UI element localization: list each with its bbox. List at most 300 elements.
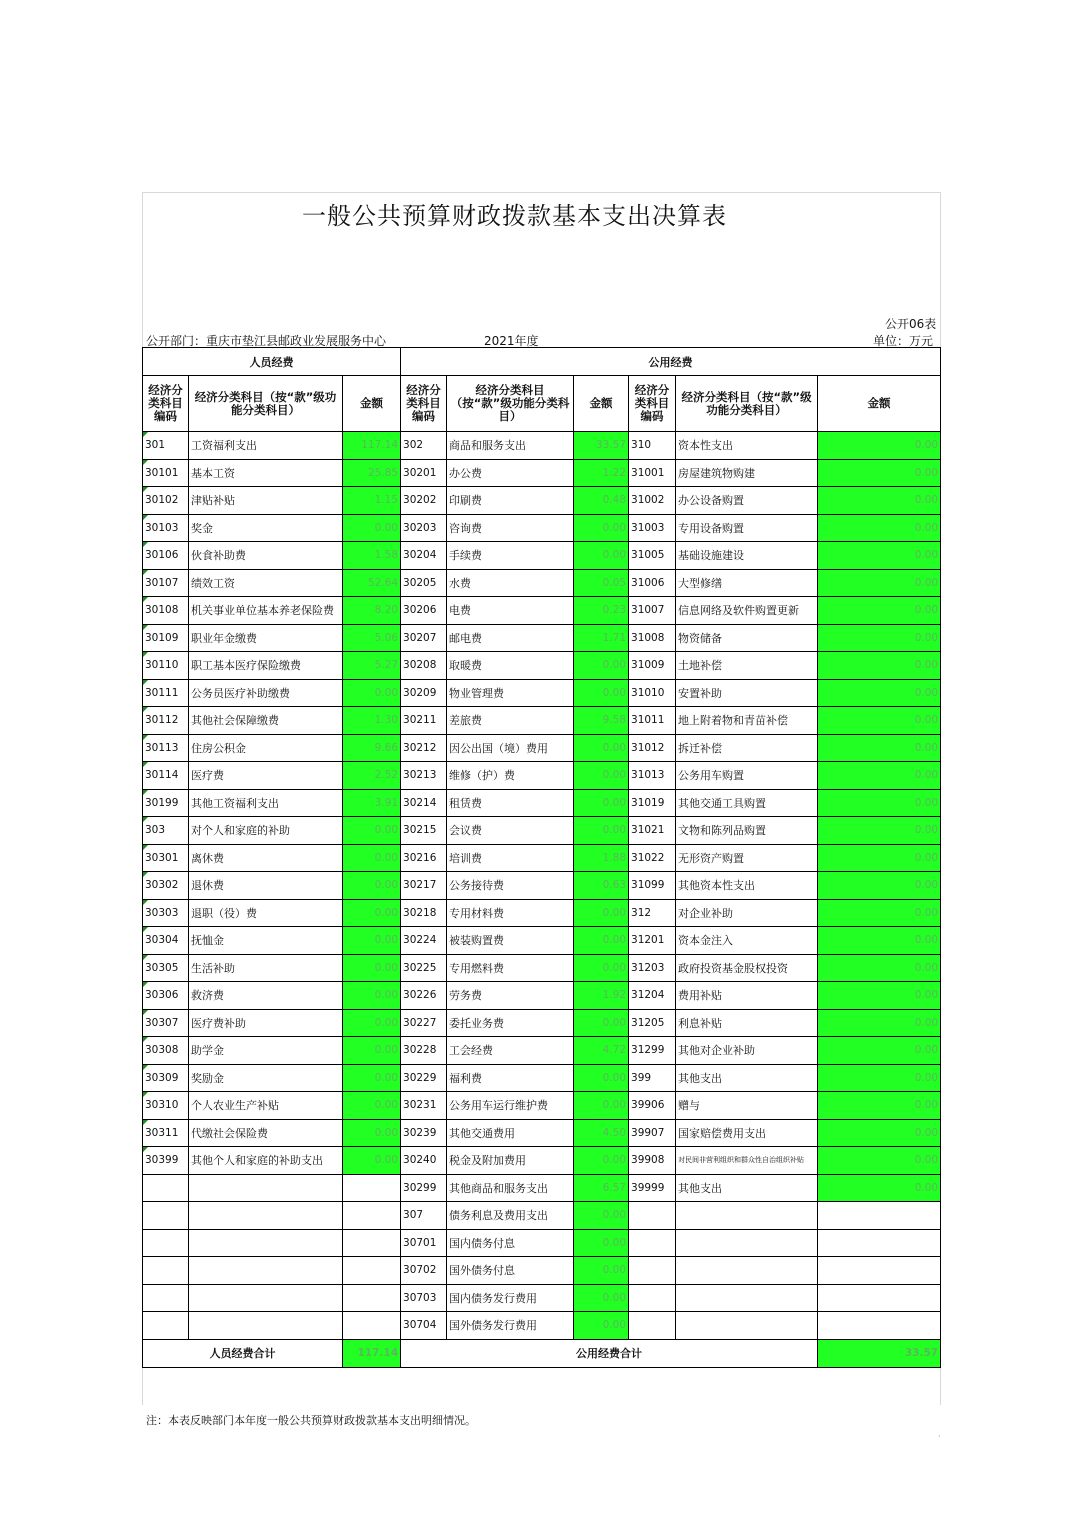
item-name-cell [676,1257,818,1285]
item-name-cell: 公务员医疗补助缴费 [189,679,343,707]
code-cell: 30112 [143,707,189,735]
amount-cell: 0.00 [574,927,629,955]
amount-cell [343,1257,401,1285]
amount-cell: 0.48 [574,487,629,515]
table-row [143,624,941,652]
code-cell: 30114 [143,762,189,790]
code-cell: 31021 [629,817,676,845]
item-name-cell: 其他社会保障缴费 [189,707,343,735]
item-name-cell: 其他个人和家庭的补助支出 [189,1147,343,1175]
code-cell: 30199 [143,789,189,817]
code-cell: 30111 [143,679,189,707]
item-name-cell [676,1284,818,1312]
amount-cell: 0.00 [574,1009,629,1037]
item-name-cell: 其他资本性支出 [676,872,818,900]
page-mark: · [938,1432,941,1441]
table-row [143,1284,941,1312]
amount-cell: 0.23 [574,597,629,625]
item-name-cell: 物业管理费 [447,679,574,707]
item-name-cell: 咨询费 [447,514,574,542]
item-name-cell [189,1229,343,1257]
code-cell [143,1174,189,1202]
amount-cell: 1.30 [343,707,401,735]
public-total-label: 公用经费合计 [401,1339,818,1367]
code-cell: 310 [629,432,676,460]
amount-cell: 0.00 [818,982,941,1010]
amount-cell: 6.57 [574,1174,629,1202]
amount-cell: 0.00 [343,899,401,927]
item-name-cell: 对个人和家庭的补助 [189,817,343,845]
amount-cell: 0.00 [818,1009,941,1037]
item-name-cell: 劳务费 [447,982,574,1010]
item-name-cell: 拆迁补偿 [676,734,818,762]
table-row [143,1037,941,1065]
code-cell: 30204 [401,542,447,570]
code-cell: 31205 [629,1009,676,1037]
code-cell: 30701 [401,1229,447,1257]
item-name-cell: 其他交通工具购置 [676,789,818,817]
code-cell: 30231 [401,1092,447,1120]
item-name-cell: 其他支出 [676,1174,818,1202]
code-cell [629,1257,676,1285]
table-row [143,459,941,487]
item-name-cell: 医疗费 [189,762,343,790]
code-cell: 30228 [401,1037,447,1065]
table-row [143,707,941,735]
table-row [143,652,941,680]
item-name-cell: 职工基本医疗保险缴费 [189,652,343,680]
item-name-cell: 邮电费 [447,624,574,652]
amount-cell: 0.00 [574,1202,629,1230]
item-name-cell: 办公费 [447,459,574,487]
code-cell: 30225 [401,954,447,982]
amount-cell: 0.00 [818,514,941,542]
item-name-cell [676,1229,818,1257]
code-cell: 30229 [401,1064,447,1092]
table-row [143,762,941,790]
item-name-cell: 个人农业生产补贴 [189,1092,343,1120]
amount-cell: 0.00 [818,1092,941,1120]
code-cell: 31022 [629,844,676,872]
amount-cell [818,1229,941,1257]
table-row [143,1257,941,1285]
footnote: 注：本表反映部门本年度一般公共预算财政拨款基本支出明细情况。 [146,1414,476,1427]
amount-cell: 0.00 [818,762,941,790]
item-name-cell: 房屋建筑物购建 [676,459,818,487]
item-name-cell: 工资福利支出 [189,432,343,460]
item-name-cell: 专用设备购置 [676,514,818,542]
code-cell: 31001 [629,459,676,487]
code-cell: 302 [401,432,447,460]
header-code: 经济分类科目编码 [143,376,189,432]
code-cell: 30218 [401,899,447,927]
amount-cell: 0.00 [818,459,941,487]
item-name-cell: 住房公积金 [189,734,343,762]
code-cell: 303 [143,817,189,845]
amount-cell [343,1174,401,1202]
amount-cell: 0.00 [343,1147,401,1175]
amount-cell: 0.00 [818,872,941,900]
amount-cell [343,1229,401,1257]
amount-cell: 0.00 [343,1037,401,1065]
code-cell: 30107 [143,569,189,597]
table-row [143,1202,941,1230]
item-name-cell: 退休费 [189,872,343,900]
item-name-cell: 对企业补助 [676,899,818,927]
code-cell: 30399 [143,1147,189,1175]
table-row [143,982,941,1010]
amount-cell [343,1312,401,1340]
item-name-cell: 资本金注入 [676,927,818,955]
code-cell: 30214 [401,789,447,817]
amount-cell: 0.00 [574,1257,629,1285]
item-name-cell: 工会经费 [447,1037,574,1065]
header-name: 经济分类科目（按“款”级功能分类科目） [676,376,818,432]
item-name-cell [189,1312,343,1340]
item-name-cell: 商品和服务支出 [447,432,574,460]
code-cell: 30304 [143,927,189,955]
amount-cell: 0.00 [574,1147,629,1175]
code-cell: 30202 [401,487,447,515]
amount-cell: 5.06 [343,624,401,652]
table-row [143,487,941,515]
table-row [143,542,941,570]
item-name-cell: 救济费 [189,982,343,1010]
year-label: 2021年度 [484,334,539,348]
item-name-cell: 文物和陈列品购置 [676,817,818,845]
item-name-cell: 其他支出 [676,1064,818,1092]
amount-cell: 25.85 [343,459,401,487]
code-cell: 30209 [401,679,447,707]
amount-cell: 1.88 [574,844,629,872]
code-cell: 312 [629,899,676,927]
item-name-cell: 会议费 [447,817,574,845]
amount-cell [818,1202,941,1230]
table-row [143,1312,941,1340]
item-name-cell: 基础设施建设 [676,542,818,570]
amount-cell: 0.00 [574,1229,629,1257]
expenditure-table [142,347,941,1368]
amount-cell: 0.00 [818,1147,941,1175]
item-name-cell: 税金及附加费用 [447,1147,574,1175]
table-row [143,1009,941,1037]
personnel-total-value: 117.14 [343,1339,401,1367]
code-cell: 31201 [629,927,676,955]
amount-cell: 0.00 [343,514,401,542]
item-name-cell: 国家赔偿费用支出 [676,1119,818,1147]
group-header-row [143,348,941,376]
table-row [143,679,941,707]
amount-cell: 0.00 [818,789,941,817]
amount-cell: 0.00 [574,679,629,707]
amount-cell: 0.00 [343,679,401,707]
code-cell: 31010 [629,679,676,707]
code-cell: 30702 [401,1257,447,1285]
code-cell: 30239 [401,1119,447,1147]
code-cell: 31203 [629,954,676,982]
item-name-cell: 代缴社会保险费 [189,1119,343,1147]
amount-cell: 0.00 [574,1064,629,1092]
item-name-cell: 利息补贴 [676,1009,818,1037]
amount-cell: 1.22 [574,459,629,487]
header-code: 经济分类科目编码 [401,376,447,432]
code-cell: 30303 [143,899,189,927]
amount-cell: 0.00 [818,954,941,982]
code-cell: 31204 [629,982,676,1010]
item-name-cell: 其他交通费用 [447,1119,574,1147]
code-cell: 30212 [401,734,447,762]
item-name-cell [676,1312,818,1340]
item-name-cell: 手续费 [447,542,574,570]
code-cell: 30305 [143,954,189,982]
code-cell [629,1229,676,1257]
amount-cell: 8.20 [343,597,401,625]
code-cell: 399 [629,1064,676,1092]
table-number: 公开06表 [885,317,937,331]
amount-cell: 33.57 [574,432,629,460]
code-cell: 30108 [143,597,189,625]
item-name-cell: 奖金 [189,514,343,542]
code-cell: 31008 [629,624,676,652]
item-name-cell: 国内债务付息 [447,1229,574,1257]
item-name-cell [189,1174,343,1202]
code-cell [629,1312,676,1340]
code-cell: 31012 [629,734,676,762]
code-cell: 30309 [143,1064,189,1092]
code-cell: 31299 [629,1037,676,1065]
header-name: 经济分类科目（按“款”级功能分类科目） [189,376,343,432]
item-name-cell [189,1257,343,1285]
item-name-cell: 福利费 [447,1064,574,1092]
item-name-cell: 津贴补贴 [189,487,343,515]
code-cell: 30302 [143,872,189,900]
code-cell: 30211 [401,707,447,735]
table-row [143,844,941,872]
table-row [143,899,941,927]
code-cell: 31013 [629,762,676,790]
amount-cell: 0.05 [574,569,629,597]
code-cell: 30240 [401,1147,447,1175]
item-name-cell: 委托业务费 [447,1009,574,1037]
item-name-cell: 机关事业单位基本养老保险费 [189,597,343,625]
code-cell: 301 [143,432,189,460]
code-cell: 30213 [401,762,447,790]
code-cell [143,1202,189,1230]
item-name-cell: 被装购置费 [447,927,574,955]
personnel-total-label: 人员经费合计 [143,1339,343,1367]
code-cell [143,1312,189,1340]
amount-cell: 0.00 [343,1064,401,1092]
amount-cell: 1.92 [574,982,629,1010]
item-name-cell [676,1202,818,1230]
amount-cell: 0.00 [818,624,941,652]
item-name-cell: 对民间非营利组织和群众性自治组织补贴 [676,1147,818,1175]
amount-cell: 0.00 [818,927,941,955]
amount-cell: 0.00 [574,899,629,927]
amount-cell: 1.58 [343,542,401,570]
amount-cell: 0.00 [343,844,401,872]
code-cell: 30307 [143,1009,189,1037]
header-code: 经济分类科目编码 [629,376,676,432]
item-name-cell: 专用燃料费 [447,954,574,982]
code-cell: 31019 [629,789,676,817]
code-cell: 30205 [401,569,447,597]
table-row [143,569,941,597]
amount-cell: 0.00 [818,569,941,597]
amount-cell: 0.00 [574,1284,629,1312]
code-cell: 30703 [401,1284,447,1312]
amount-cell: 0.00 [818,432,941,460]
amount-cell: 0.00 [574,542,629,570]
amount-cell: 0.00 [574,734,629,762]
code-cell: 30109 [143,624,189,652]
amount-cell: 0.00 [574,514,629,542]
code-cell: 30101 [143,459,189,487]
code-cell: 30102 [143,487,189,515]
amount-cell: 0.00 [818,817,941,845]
amount-cell: 1.71 [574,624,629,652]
item-name-cell: 维修（护）费 [447,762,574,790]
amount-cell: 4.50 [574,1119,629,1147]
amount-cell: 0.00 [343,927,401,955]
amount-cell: 5.27 [343,652,401,680]
item-name-cell: 培训费 [447,844,574,872]
item-name-cell: 地上附着物和青苗补偿 [676,707,818,735]
code-cell: 30217 [401,872,447,900]
item-name-cell: 退职（役）费 [189,899,343,927]
item-name-cell: 离休费 [189,844,343,872]
amount-cell: 0.00 [818,597,941,625]
code-cell: 30308 [143,1037,189,1065]
table-row [143,1064,941,1092]
title-text: 一般公共预算财政拨款基本支出决算表 [302,202,727,230]
amount-cell: 3.91 [343,789,401,817]
code-cell: 30207 [401,624,447,652]
code-cell: 39908 [629,1147,676,1175]
item-name-cell: 水费 [447,569,574,597]
code-cell: 30301 [143,844,189,872]
code-cell: 30201 [401,459,447,487]
item-name-cell: 基本工资 [189,459,343,487]
amount-cell: 1.15 [343,487,401,515]
amount-cell: 0.00 [574,1312,629,1340]
amount-cell: 0.00 [574,817,629,845]
code-cell: 30227 [401,1009,447,1037]
table-row [143,1119,941,1147]
amount-cell: 0.00 [818,652,941,680]
item-name-cell: 取暖费 [447,652,574,680]
code-cell: 31011 [629,707,676,735]
code-cell: 31005 [629,542,676,570]
code-cell [143,1229,189,1257]
item-name-cell: 其他工资福利支出 [189,789,343,817]
amount-cell: 52.64 [343,569,401,597]
item-name-cell: 信息网络及软件购置更新 [676,597,818,625]
table-row [143,954,941,982]
amount-cell [818,1257,941,1285]
code-cell [143,1284,189,1312]
item-name-cell: 国外债务发行费用 [447,1312,574,1340]
table-row [143,432,941,460]
amount-cell: 0.00 [343,1009,401,1037]
table-row [143,872,941,900]
item-name-cell: 国内债务发行费用 [447,1284,574,1312]
amount-cell: 0.00 [818,1037,941,1065]
amount-cell: 0.00 [818,1174,941,1202]
code-cell: 30226 [401,982,447,1010]
item-name-cell: 差旅费 [447,707,574,735]
item-name-cell: 办公设备购置 [676,487,818,515]
item-name-cell: 国外债务付息 [447,1257,574,1285]
amount-cell: 0.00 [574,762,629,790]
item-name-cell [189,1202,343,1230]
public-total-value: 33.57 [818,1339,941,1367]
amount-cell: 0.00 [574,652,629,680]
table-row [143,817,941,845]
code-cell: 30224 [401,927,447,955]
code-cell: 307 [401,1202,447,1230]
amount-cell: 0.00 [818,707,941,735]
amount-cell: 0.00 [574,1092,629,1120]
table-row [143,1174,941,1202]
code-cell: 30110 [143,652,189,680]
item-name-cell: 助学金 [189,1037,343,1065]
table-row [143,1092,941,1120]
code-cell [143,1257,189,1285]
amount-cell: 2.52 [343,762,401,790]
code-cell: 30103 [143,514,189,542]
code-cell: 30299 [401,1174,447,1202]
code-cell: 30106 [143,542,189,570]
item-name-cell: 生活补助 [189,954,343,982]
amount-cell: 0.00 [818,542,941,570]
code-cell: 30216 [401,844,447,872]
amount-cell: 9.58 [574,707,629,735]
item-name-cell: 其他对企业补助 [676,1037,818,1065]
code-cell: 31006 [629,569,676,597]
item-name-cell: 抚恤金 [189,927,343,955]
amount-cell: 0.00 [343,1092,401,1120]
item-name-cell: 大型修缮 [676,569,818,597]
amount-cell: 4.72 [574,1037,629,1065]
item-name-cell: 奖励金 [189,1064,343,1092]
code-cell [629,1202,676,1230]
column-header-row [143,376,941,432]
code-cell: 31003 [629,514,676,542]
amount-cell: 0.00 [343,817,401,845]
amount-cell: 0.63 [574,872,629,900]
item-name-cell: 职业年金缴费 [189,624,343,652]
item-name-cell: 费用补贴 [676,982,818,1010]
group-personnel: 人员经费 [143,348,401,376]
amount-cell: 0.00 [343,954,401,982]
table-row [143,789,941,817]
code-cell: 30311 [143,1119,189,1147]
table-row [143,597,941,625]
table-row [143,734,941,762]
item-name-cell [189,1284,343,1312]
item-name-cell: 安置补助 [676,679,818,707]
amount-cell: 0.00 [343,1119,401,1147]
code-cell: 30113 [143,734,189,762]
table-row [143,1229,941,1257]
amount-cell: 0.00 [818,899,941,927]
item-name-cell: 土地补偿 [676,652,818,680]
header-amount: 金额 [574,376,629,432]
amount-cell [818,1312,941,1340]
item-name-cell: 因公出国（境）费用 [447,734,574,762]
amount-cell: 9.66 [343,734,401,762]
